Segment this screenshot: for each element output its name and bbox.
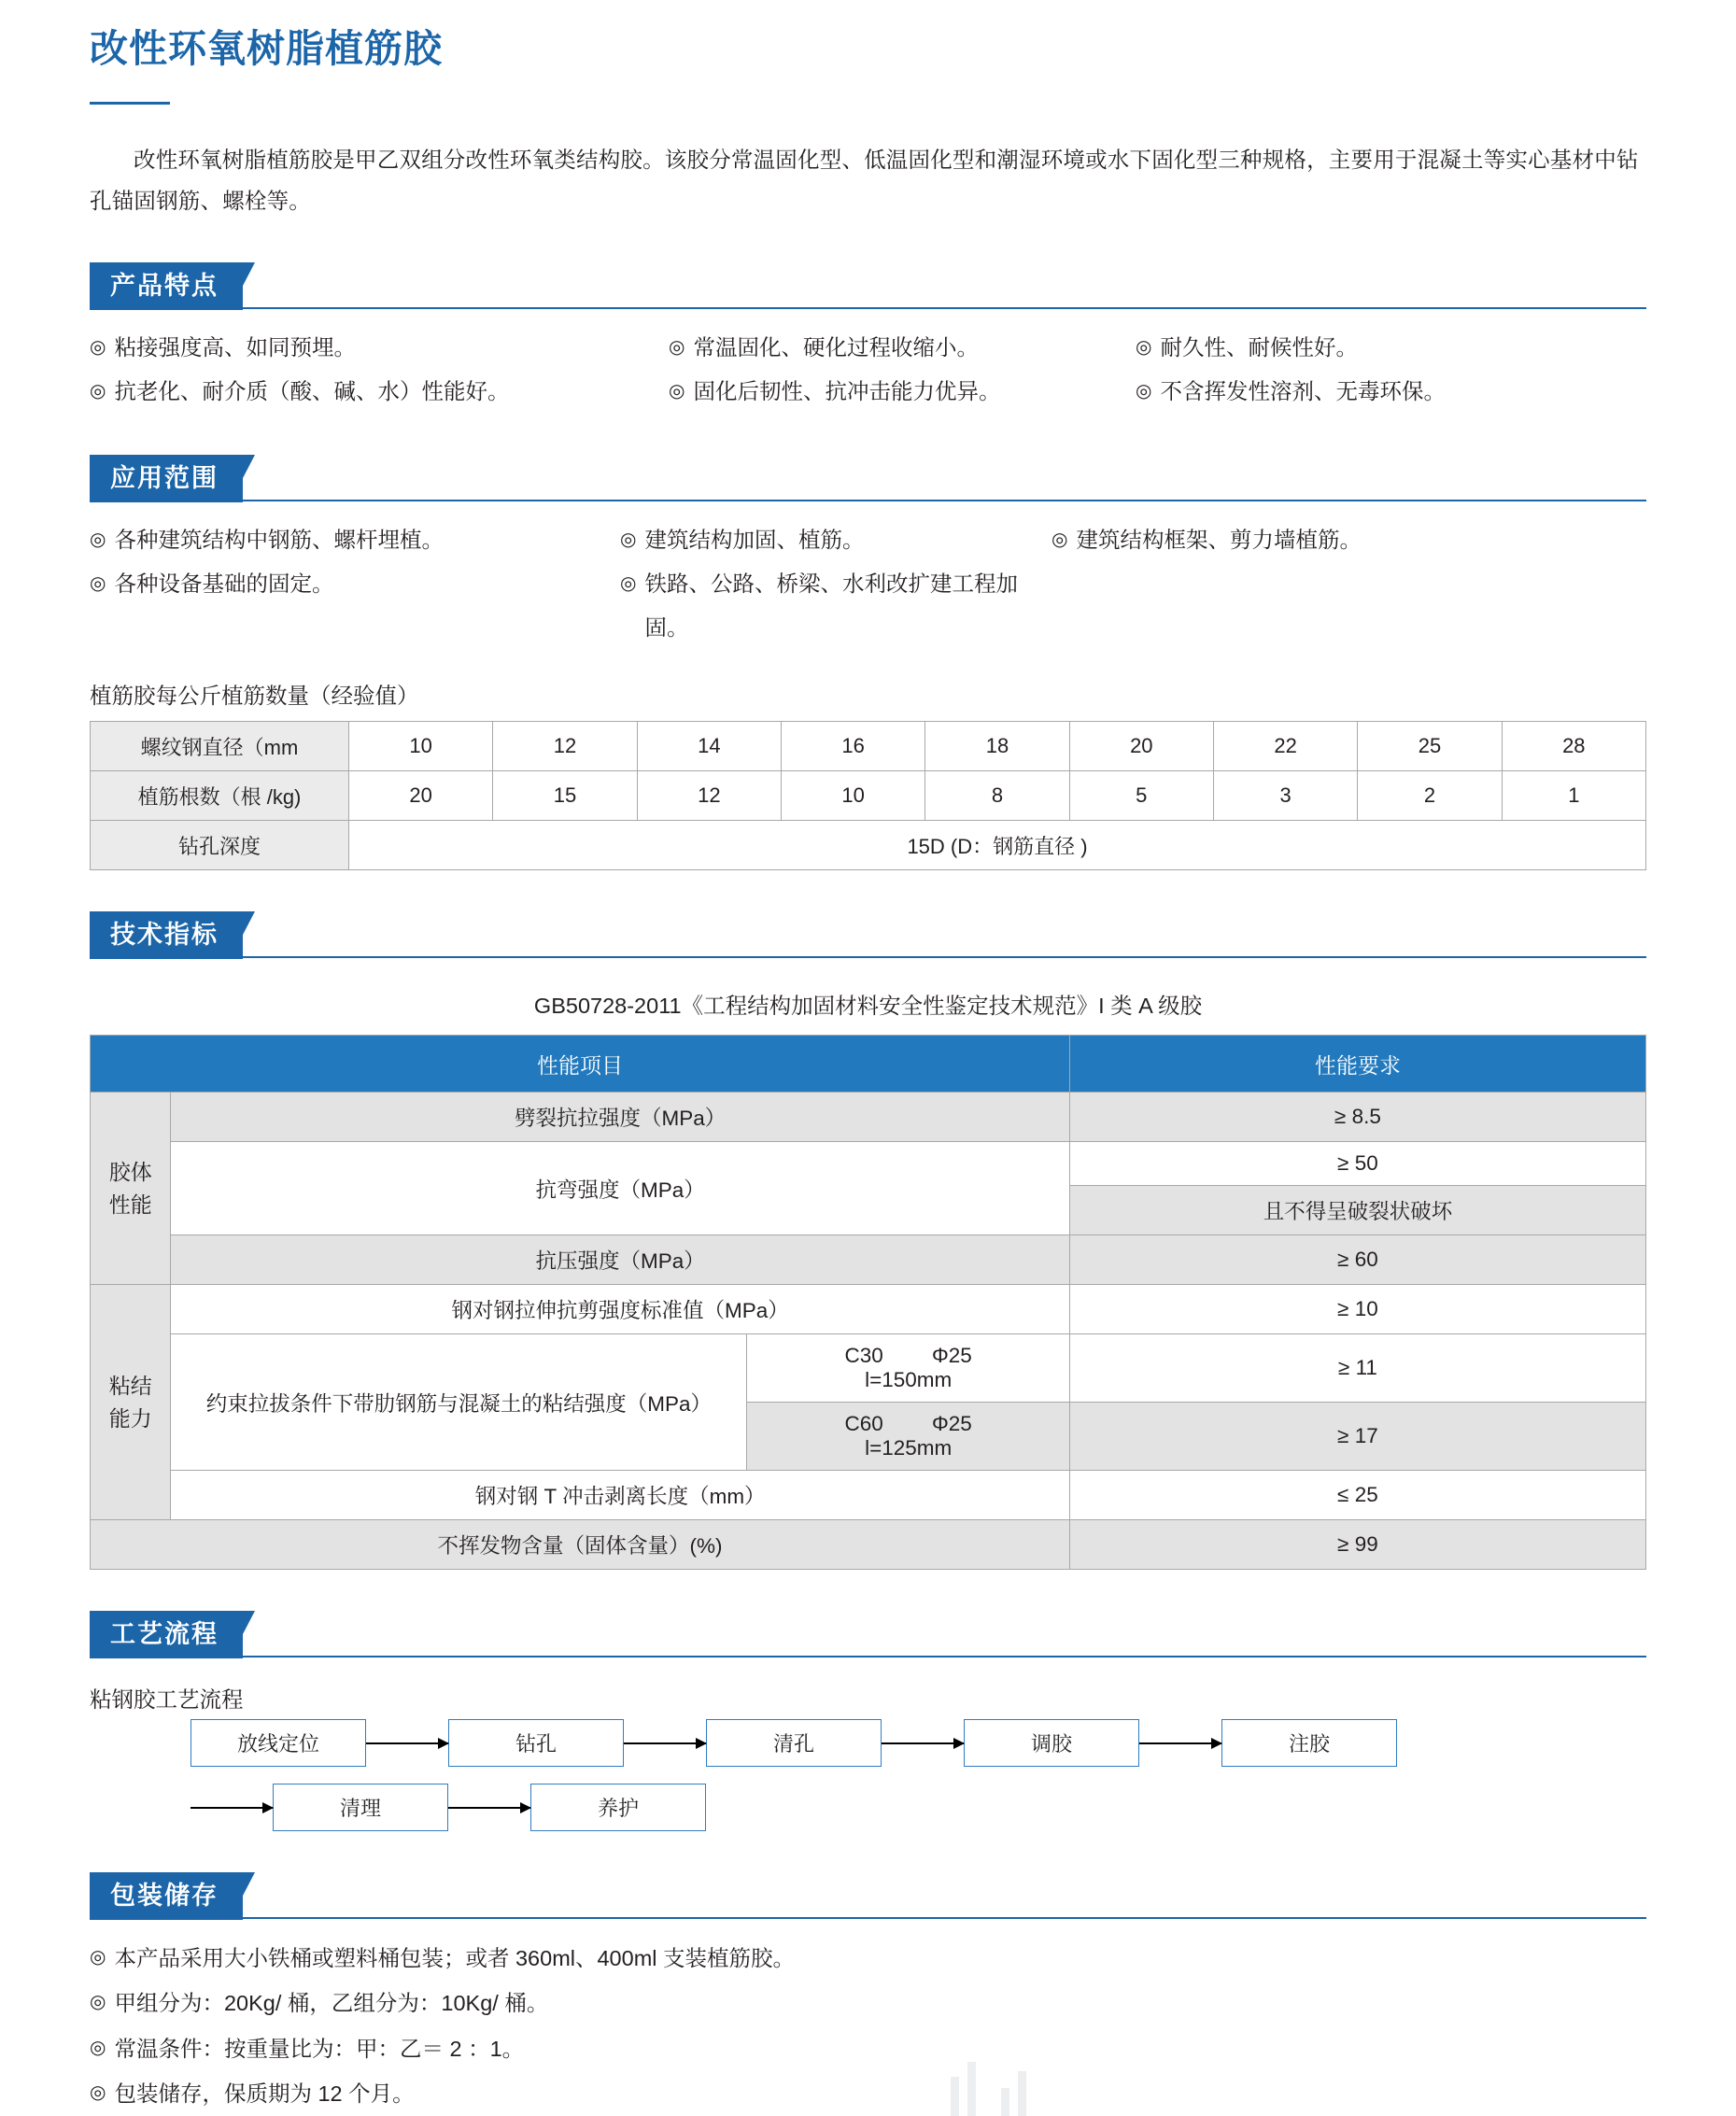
spec-requirement: 且不得呈破裂状破坏 (1069, 1186, 1645, 1235)
bullet-icon: ◎ (669, 381, 685, 402)
section-header-packaging (90, 1872, 1646, 1919)
spec-condition (747, 1334, 1070, 1403)
group-label-line2: 能力 (108, 1405, 152, 1431)
list-item (90, 518, 620, 562)
table-row (91, 1093, 1646, 1142)
flow-step: 清理 (273, 1784, 448, 1831)
flow-step: 养护 (530, 1784, 706, 1831)
list-item-label: 包装储存，保质期为 12 个月。 (114, 2081, 415, 2106)
table-cell: 12 (637, 771, 781, 821)
bullet-icon: ◎ (90, 2037, 106, 2058)
list-item (620, 562, 1051, 650)
row-header: 钻孔深度 (91, 821, 349, 870)
table-cell: 20 (349, 771, 493, 821)
bullet-icon: ◎ (90, 2081, 106, 2103)
features-row-1 (90, 326, 1646, 370)
flow-step: 放线定位 (191, 1719, 366, 1767)
spec-standard-caption: GB50728-2011《工程结构加固材料安全性鉴定技术规范》I 类 A 级胶 (533, 994, 1203, 1019)
section-rule (90, 1656, 1646, 1658)
table-cell: 2 (1358, 771, 1502, 821)
section-title-packaging: 包装储存 (90, 1872, 243, 1919)
application-row-1 (90, 518, 1646, 562)
list-item-label: 各种建筑结构中钢筋、螺杆埋植。 (114, 528, 444, 553)
arrow-icon (882, 1742, 964, 1744)
concrete-grade: C60 (844, 1412, 883, 1436)
arrow-icon (624, 1742, 706, 1744)
flowchart-row-2 (90, 1784, 1646, 1831)
section-rule (90, 500, 1646, 501)
table-header-row (91, 1036, 1646, 1093)
table-row (91, 771, 1646, 821)
list-item (1136, 326, 1358, 370)
list-item-label: 甲组分为：20Kg/ 桶，乙组分为：10Kg/ 桶。 (114, 1991, 549, 2016)
table-cell: 15 (493, 771, 637, 821)
list-item-label: 建筑结构框架、剪力墙植筋。 (1076, 528, 1362, 553)
spec-item: 抗压强度（MPa） (171, 1235, 1070, 1285)
bullet-icon: ◎ (90, 529, 106, 551)
table-cell: 1 (1502, 771, 1645, 821)
table-cell: 14 (637, 722, 781, 771)
table-row (91, 722, 1646, 771)
page-title: 改性环氧树脂植筋胶 (90, 27, 443, 70)
table-cell: 15D (D：钢筋直径 ) (349, 821, 1646, 870)
table-cell: 28 (1502, 722, 1645, 771)
bullet-icon: ◎ (669, 337, 685, 359)
table-cell: 25 (1358, 722, 1502, 771)
spec-requirement: ≥ 60 (1069, 1235, 1645, 1285)
arrow-icon (366, 1742, 448, 1744)
table-cell: 22 (1213, 722, 1357, 771)
column-header-requirement: 性能要求 (1069, 1036, 1645, 1093)
features-list (90, 326, 1646, 414)
row-header: 螺纹钢直径（mm (91, 722, 349, 771)
list-item-label: 常温条件：按重量比为：甲：乙＝ 2 ：1。 (114, 2036, 525, 2061)
packaging-list (90, 1936, 1646, 2116)
bullet-icon: ◎ (90, 381, 106, 402)
group-label-line2: 性能 (108, 1192, 152, 1217)
bullet-icon: ◎ (620, 573, 637, 595)
table-row (91, 1334, 1646, 1403)
list-item (90, 326, 669, 370)
rebar-diameter: Φ25 (931, 1412, 972, 1436)
table-cell: 10 (781, 771, 924, 821)
spec-item: 抗弯强度（MPa） (171, 1142, 1070, 1235)
spec-requirement: ≥ 99 (1069, 1520, 1645, 1570)
spec-requirement: ≤ 25 (1069, 1471, 1645, 1520)
spec-table (90, 1035, 1646, 1570)
spec-condition (747, 1403, 1070, 1471)
list-item-label: 粘接强度高、如同预埋。 (114, 335, 356, 360)
table-row (91, 1471, 1646, 1520)
section-title-technical: 技术指标 (90, 911, 243, 958)
list-item (90, 1981, 1646, 2025)
table-cell: 18 (925, 722, 1069, 771)
list-item-label: 建筑结构加固、植筋。 (644, 528, 865, 553)
spec-requirement: ≥ 10 (1069, 1285, 1645, 1334)
spec-item: 钢对钢拉伸抗剪强度标准值（MPa） (171, 1285, 1070, 1334)
flow-step: 注胶 (1221, 1719, 1397, 1767)
flow-step: 钻孔 (448, 1719, 624, 1767)
bullet-icon: ◎ (1136, 381, 1152, 402)
bullet-icon: ◎ (1051, 529, 1068, 551)
flowchart-title: 粘钢胶工艺流程 (90, 1687, 244, 1713)
table-row (91, 1235, 1646, 1285)
application-row-2 (90, 562, 1646, 650)
arrow-icon (448, 1807, 530, 1809)
embedment-length: l=150mm (865, 1368, 953, 1392)
spec-item: 约束拉拔条件下带肋钢筋与混凝土的粘结强度（MPa） (171, 1334, 747, 1471)
spec-requirement: ≥ 50 (1069, 1142, 1645, 1186)
bullet-icon: ◎ (90, 1947, 106, 1968)
section-rule (90, 1917, 1646, 1919)
spec-item: 不挥发物含量（固体含量）(%) (91, 1520, 1070, 1570)
column-header-item: 性能项目 (91, 1036, 1070, 1093)
arrow-icon (1139, 1742, 1221, 1744)
section-rule (90, 956, 1646, 958)
concrete-grade: C30 (844, 1344, 883, 1368)
group-label-line1: 胶体 (108, 1160, 152, 1185)
table-cell: 16 (781, 722, 924, 771)
list-item (90, 370, 669, 414)
features-row-2 (90, 370, 1646, 414)
section-title-features: 产品特点 (90, 262, 243, 309)
section-title-application: 应用范围 (90, 455, 243, 501)
list-item (620, 518, 1051, 562)
bullet-icon: ◎ (1136, 337, 1152, 359)
list-item (669, 326, 1136, 370)
list-item-label: 常温固化、硬化过程收缩小。 (693, 335, 979, 360)
flowchart-row-1 (90, 1719, 1646, 1767)
section-rule (90, 307, 1646, 309)
rebar-diameter: Φ25 (931, 1344, 972, 1368)
list-item-label: 不含挥发性溶剂、无毒环保。 (1160, 379, 1446, 404)
section-features (90, 262, 1646, 414)
section-header-process (90, 1611, 1646, 1658)
bullet-icon: ◎ (620, 529, 637, 551)
table-row (91, 1520, 1646, 1570)
list-item-label: 耐久性、耐候性好。 (1160, 335, 1358, 360)
section-packaging (90, 1872, 1646, 2116)
list-item-label: 固化后韧性、抗冲击能力优异。 (693, 379, 1001, 404)
title-underline (90, 102, 170, 105)
section-title-process: 工艺流程 (90, 1611, 243, 1658)
list-item-label: 抗老化、耐介质（酸、碱、水）性能好。 (114, 379, 510, 404)
section-application (90, 455, 1646, 870)
row-header: 植筋根数（根 /kg) (91, 771, 349, 821)
group-label-bond (91, 1285, 171, 1520)
table-cell: 3 (1213, 771, 1357, 821)
flow-step: 调胶 (964, 1719, 1139, 1767)
section-technical (90, 911, 1646, 1570)
spec-requirement: ≥ 8.5 (1069, 1093, 1645, 1142)
list-item-label: 本产品采用大小铁桶或塑料桶包装；或者 360ml、400ml 支装植筋胶。 (114, 1946, 796, 1971)
list-item (1136, 370, 1446, 414)
arrow-icon (191, 1807, 273, 1809)
application-list (90, 518, 1646, 650)
table-row (91, 1285, 1646, 1334)
spec-requirement: ≥ 17 (1069, 1403, 1645, 1471)
spec-item: 钢对钢 T 冲击剥离长度（mm） (171, 1471, 1070, 1520)
bullet-icon: ◎ (90, 337, 106, 359)
table-cell: 12 (493, 722, 637, 771)
intro-paragraph: 改性环氧树脂植筋胶是甲乙双组分改性环氧类结构胶。该胶分常温固化型、低温固化型和潮湿环境或水下固化型三种规格，主要用于混凝土等实心基材中钻孔锚固钢筋、螺栓等。 (90, 148, 1639, 213)
group-label-line1: 粘结 (108, 1374, 152, 1399)
section-header-application (90, 455, 1646, 501)
qty-table (90, 721, 1646, 870)
list-item (90, 2071, 1646, 2116)
section-header-technical (90, 911, 1646, 958)
embedment-length: l=125mm (865, 1436, 953, 1460)
list-item (90, 1936, 1646, 1981)
list-item (1051, 518, 1362, 562)
flow-step: 清孔 (706, 1719, 882, 1767)
list-item-label: 铁路、公路、桥梁、水利改扩建工程加固。 (644, 571, 1018, 641)
list-item-label: 各种设备基础的固定。 (114, 571, 334, 597)
spec-requirement: ≥ 11 (1069, 1334, 1645, 1403)
table-cell: 8 (925, 771, 1069, 821)
group-label-body (91, 1093, 171, 1285)
bullet-icon: ◎ (90, 573, 106, 595)
table-cell: 10 (349, 722, 493, 771)
list-item (90, 562, 620, 606)
flowchart (90, 1719, 1646, 1831)
table-row (91, 821, 1646, 870)
table-cell: 5 (1069, 771, 1213, 821)
section-header-features (90, 262, 1646, 309)
spec-item: 劈裂抗拉强度（MPa） (171, 1093, 1070, 1142)
list-item (669, 370, 1136, 414)
table-cell: 20 (1069, 722, 1213, 771)
qty-table-caption: 植筋胶每公斤植筋数量（经验值） (90, 684, 419, 709)
section-process (90, 1611, 1646, 1831)
bullet-icon: ◎ (90, 1992, 106, 2013)
table-row (91, 1142, 1646, 1186)
